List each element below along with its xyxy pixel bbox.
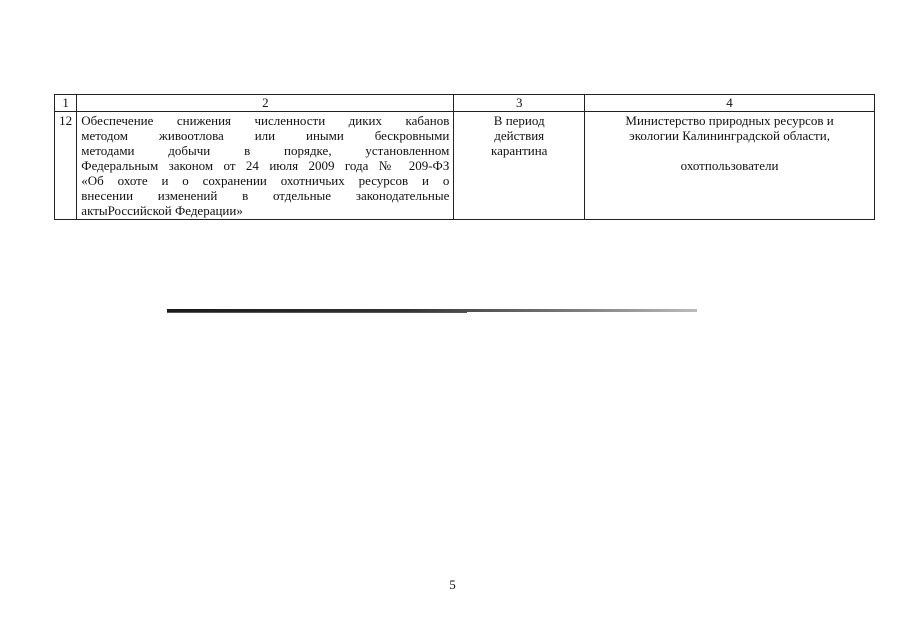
- row-number: 12: [55, 112, 77, 220]
- measure-line: актыРоссийской Федерации»: [81, 203, 243, 218]
- header-cell-3: 3: [454, 95, 585, 112]
- spacer: [589, 143, 870, 158]
- measure-cell: [77, 112, 454, 220]
- header-cell-4: 4: [585, 95, 875, 112]
- period-line: В период: [493, 113, 545, 128]
- header-cell-2: 2: [77, 95, 454, 112]
- responsible-ministry-line2: экологии Калининградской области,: [629, 128, 830, 143]
- measure-line: Федеральным законом от 24 июля 2009 года № 209-ФЗ: [81, 158, 450, 173]
- responsible-ministry-line1: Министерство природных ресурсов и: [625, 113, 834, 128]
- responsible-hunters: охотпользователи: [680, 158, 779, 173]
- period-line: карантина: [490, 143, 548, 158]
- responsible-cell: [585, 112, 875, 220]
- measure-line: методом живоотлова или иными бескровными: [81, 128, 450, 143]
- table-header-row: [55, 95, 875, 112]
- header-cell-1: 1: [55, 95, 77, 112]
- measure-line: внесении изменений в отдельные законодательные: [81, 188, 450, 203]
- measure-line: методами добычи в порядке, установленном: [81, 143, 450, 158]
- measures-table: [54, 94, 875, 220]
- period-line: действия: [494, 128, 545, 143]
- period-cell: [454, 112, 585, 220]
- measure-line: Обеспечение снижения численности диких кабанов: [81, 113, 450, 128]
- end-of-document-rule-underline: [167, 312, 467, 313]
- measure-line: «Об охоте и о сохранении охотничьих ресурсов и о: [81, 173, 450, 188]
- table-row: [55, 112, 875, 220]
- page-number: 5: [449, 577, 456, 592]
